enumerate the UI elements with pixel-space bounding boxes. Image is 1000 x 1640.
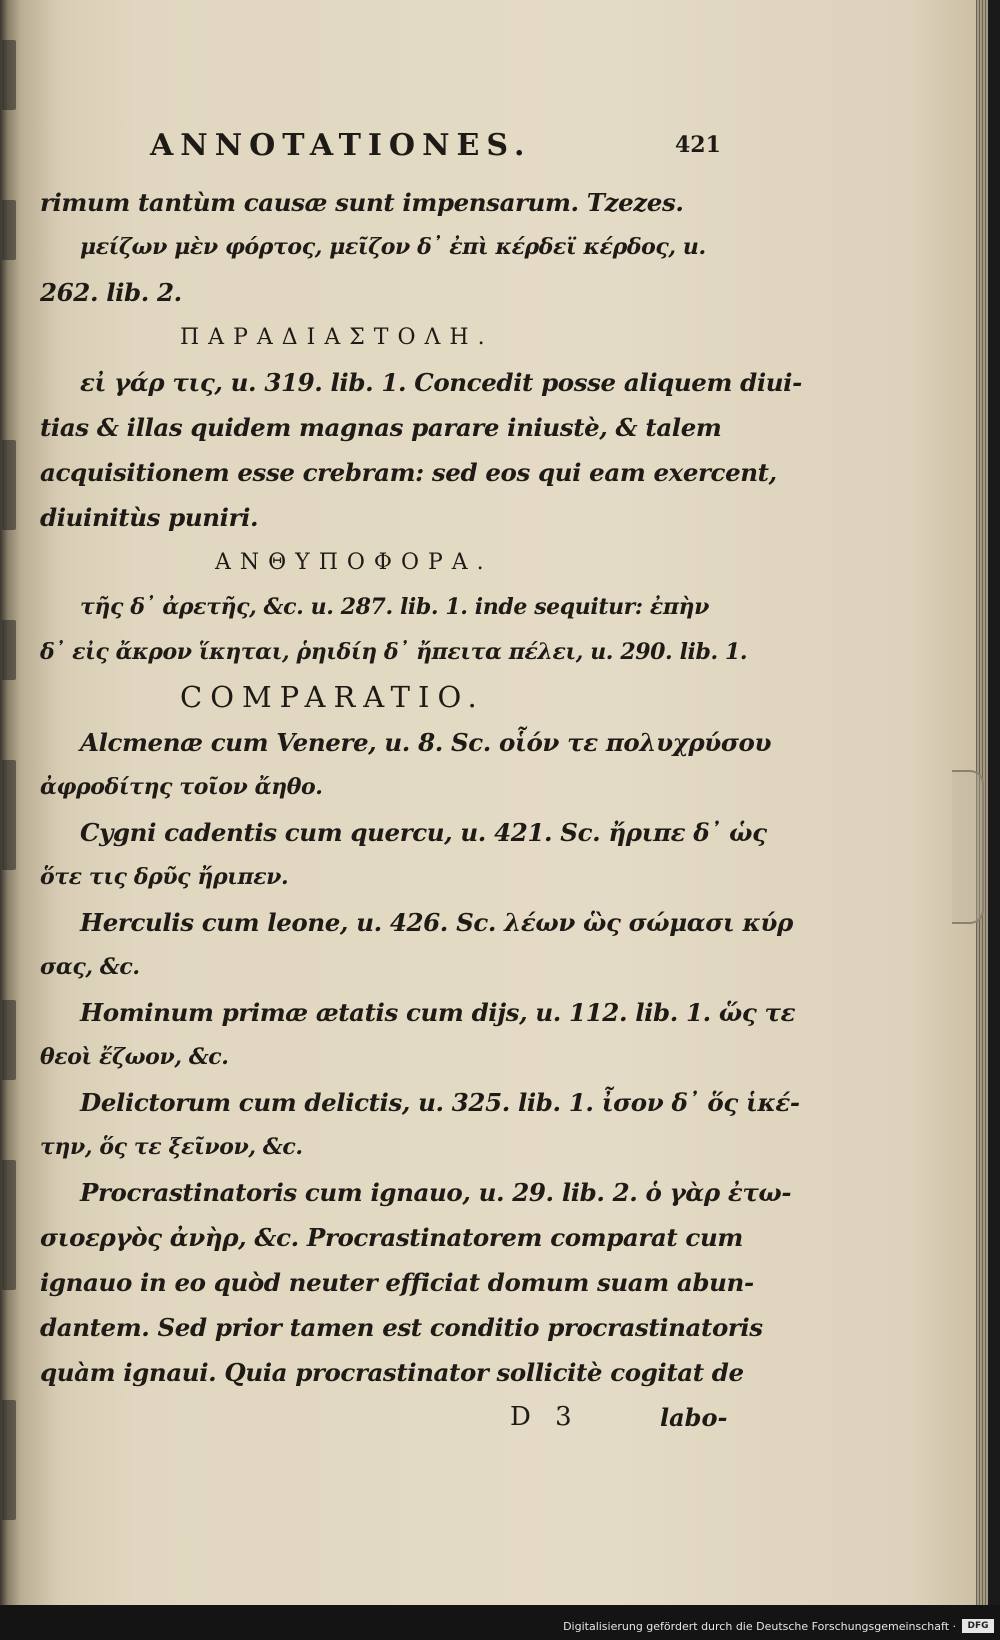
text-line: quàm ignaui. Quia procrastinator sollicitè cogitat de	[40, 1358, 744, 1387]
text-line: acquisitionem esse crebram: sed eos qui eam exercent,	[40, 458, 777, 487]
text-line: ἀφροδίτης τοῖον ἄηθο.	[40, 774, 323, 800]
text-line: Hominum primæ ætatis cum dijs, u. 112. lib. 1. ὥς τε	[80, 998, 796, 1027]
text-line: dantem. Sed prior tamen est conditio procrastinatoris	[40, 1313, 763, 1342]
text-line: tias & illas quidem magnas parare iniustè, & talem	[40, 413, 722, 442]
text-line: Herculis cum leone, u. 426. Sc. λέων ὣς σώμασι κύρ	[80, 908, 793, 937]
text-line: σας, &c.	[40, 954, 140, 980]
heading-paradiastole: ΠΑΡΑΔΙΑΣΤΟΛΗ.	[180, 325, 494, 350]
text-line: ignauo in eo quòd neuter efficiat domum suam abun-	[40, 1268, 754, 1297]
page-number: 421	[675, 132, 721, 158]
text-line: θεοὶ ἔζωον, &c.	[40, 1044, 229, 1070]
previous-page-edge	[0, 0, 20, 1605]
text-line: Delictorum cum delictis, u. 325. lib. 1. ἶσον δ᾿ ὅς ἱκέ-	[80, 1088, 800, 1117]
dfg-logo: DFG	[962, 1619, 994, 1633]
text-line: σιοεργὸς ἀνὴρ, &c. Procrastinatorem comparat cum	[40, 1223, 743, 1252]
text-line: ὅτε τις δρῦς ἤριπεν.	[40, 864, 289, 890]
text-line: Alcmenæ cum Venere, u. 8. Sc. οἷόν τε πολυχρύσου	[80, 728, 772, 757]
digitization-credit: Digitalisierung gefördert durch die Deutsche Forschungsgemeinschaft ·	[563, 1620, 956, 1633]
text-line: diuinitùs puniri.	[40, 503, 259, 532]
text-line: μείζων μὲν φόρτος, μεῖζον δ᾿ ἐπὶ κέρδεϊ κέρδος, u.	[80, 234, 706, 260]
text-line: Procrastinatoris cum ignauo, u. 29. lib. 2. ὁ γὰρ ἐτω-	[80, 1178, 792, 1207]
heading-comparatio: COMPARATIO.	[180, 680, 485, 714]
text-line: 262. lib. 2.	[40, 278, 182, 307]
text-line: δ᾿ εἰς ἄκρον ἵκηται, ῥηιδίη δ᾿ ἤπειτα πέλει, u. 290. lib. 1.	[40, 639, 748, 665]
clasp-tab	[952, 770, 984, 924]
text-line: εἰ γάρ τις, u. 319. lib. 1. Concedit posse aliquem diui-	[80, 368, 802, 397]
text-line: Cygni cadentis cum quercu, u. 421. Sc. ἤριπε δ᾿ ὡς	[80, 818, 767, 847]
text-line: τῆς δ᾿ ἀρετῆς, &c. u. 287. lib. 1. inde sequitur: ἐπὴν	[80, 594, 709, 620]
text-line: rimum tantùm causæ sunt impensarum. Tzezes.	[40, 188, 684, 217]
heading-anthypophora: ΑΝΘΥΠΟΦΟΡΑ.	[215, 550, 493, 575]
catchword: labo-	[660, 1403, 728, 1432]
signature-mark: D 3	[510, 1402, 580, 1432]
page-header	[40, 128, 740, 180]
text-line: την, ὅς τε ξεῖνον, &c.	[40, 1134, 303, 1160]
page-text	[40, 128, 802, 1440]
running-head: ANNOTATIONES.	[150, 128, 532, 163]
page-footer	[40, 1395, 740, 1440]
